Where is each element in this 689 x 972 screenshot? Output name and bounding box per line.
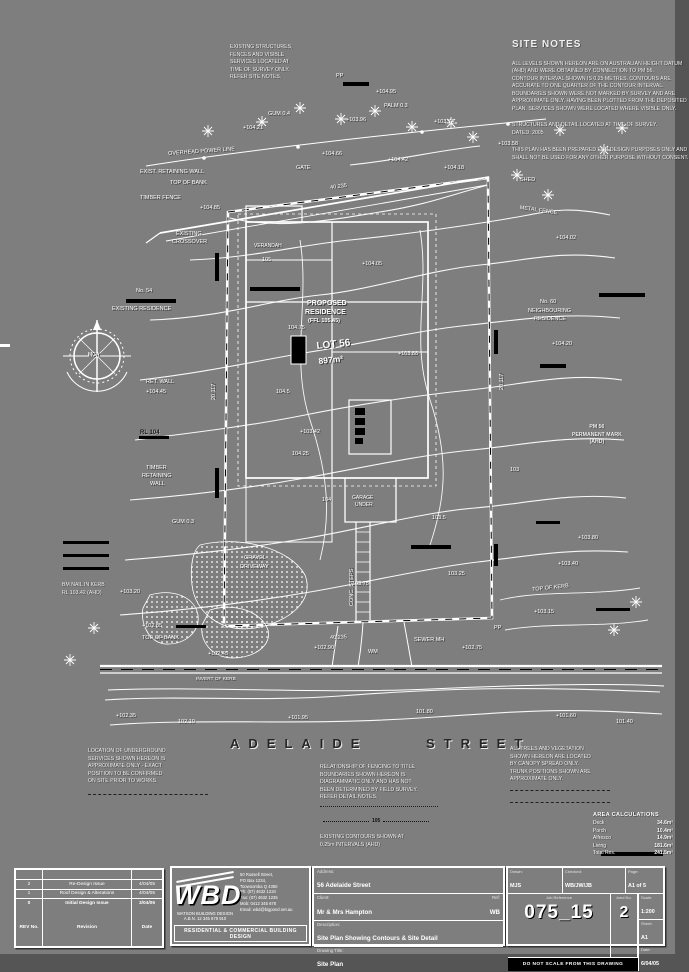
site-note-line: DATED: 2005 [512, 129, 544, 136]
site-note-line: SHALL NOT BE USED FOR ANY OTHER PURPOSE WITHOUT CONSENT. [512, 154, 689, 161]
sheet-field [639, 920, 663, 946]
lot-area-label: 897m² [318, 353, 344, 366]
center-note-line: RELATIONSHIP OF FENCING TO TITLE [320, 764, 415, 770]
street-name-adelaide: ADELAIDE [230, 736, 369, 751]
center-note-extra-line: 0.25m INTERVALS (AHD) [320, 841, 381, 848]
logo-text: WBD [174, 880, 242, 910]
description-label: Description: [317, 921, 341, 927]
plan-annotation: +104.18 [444, 165, 465, 171]
plan-annotation: +101.95 [288, 715, 309, 721]
plan-annotation: 102.10 [178, 719, 195, 725]
plan-annotation: +103.80 [578, 535, 599, 541]
plan-annotation: 20.117 [211, 383, 217, 400]
plan-annotation: PALM 0.3 [384, 103, 408, 109]
description-field [314, 921, 503, 947]
top-note-line: SERVICES LOCATED AT [230, 59, 290, 66]
revision-cell: 2 [16, 880, 43, 889]
center-note-line: REFER DETAIL NOTES. [320, 794, 378, 801]
plan-annotation: +104.66 [322, 151, 343, 157]
company-logo-block [170, 866, 311, 946]
job-reference-label: Job Reference [545, 895, 572, 900]
plan-annotation: DRIVEWAY [240, 564, 269, 570]
ref-label: Ref: [491, 895, 500, 901]
scale-value: 1:200 [641, 909, 655, 915]
plan-annotation: 103.25 [448, 571, 465, 577]
right-note-line: TRUNK POSITIONS SHOWN ARE [510, 768, 591, 775]
area-calc-value: 181.6m² [654, 842, 673, 849]
plan-annotation: 40.235 [329, 182, 348, 191]
revision-row [16, 870, 162, 880]
revision-cell: Re-Design Issue [69, 881, 105, 887]
left-note-legend-line [88, 794, 208, 795]
area-calc-value: 241.5m² [654, 850, 673, 856]
company-address-line: Mob: 0412 345 678 [240, 900, 277, 906]
site-notes [512, 38, 689, 162]
center-note-extra [320, 834, 450, 849]
pm-label-line: PERMANENT MARK [572, 431, 622, 438]
page-field [626, 868, 663, 893]
address-label: Address: [317, 869, 335, 874]
company-address-line: Fax: (07) 4632 1235 [240, 895, 278, 901]
site-notes-para2 [512, 122, 672, 137]
plan-annotation: SHED [520, 177, 536, 183]
plan-annotation: GUM 0.3 [172, 519, 195, 525]
plan-annotation: EXISTING [176, 231, 202, 237]
description-value: Site Plan Showing Contours & Site Detail [317, 934, 438, 942]
center-note [320, 764, 450, 802]
site-note-line: ACCURATE TO ONE QUARTER OF THE CONTOUR INTERVAL. [512, 83, 664, 90]
plan-annotation: EXIST. RETAINING WALL [140, 169, 205, 175]
plan-annotation: +104.45 [146, 389, 167, 395]
rev-header-no: REV No. [16, 908, 43, 946]
client-label: Client: [317, 895, 330, 901]
pm-label [572, 424, 622, 447]
page-value: A1 of 5 [628, 883, 646, 889]
right-note-legend-1 [510, 790, 610, 791]
drawing-info-block [312, 866, 505, 969]
top-note-line: REFER SITE NOTES. [230, 74, 282, 81]
revision-cell [43, 873, 131, 875]
plan-annotation: CROSSOVER [172, 239, 208, 245]
scale-field [639, 894, 663, 920]
rev-header-desc: Revision [77, 924, 97, 930]
revision-row [16, 890, 162, 900]
plan-annotation: NEIGHBOURING [528, 308, 572, 314]
plan-annotation: +103.74 [434, 119, 455, 125]
plan-annotation: +103.15 [534, 609, 555, 615]
center-note-line: BEEN DETERMINED BY FIELD SURVEY. [320, 786, 418, 793]
plan-annotation: 104.5 [276, 389, 290, 395]
plan-annotation: WALL [150, 481, 165, 487]
address-field [314, 868, 503, 894]
plan-annotation: +104.05 [362, 261, 383, 267]
plan-annotation: 104 [322, 497, 332, 503]
street-name-street: STREET [426, 736, 532, 751]
logo-bottom-bar: RESIDENTIAL & COMMERCIAL BUILDING DESIGN [174, 925, 307, 942]
plan-annotation: +103.96 [346, 117, 367, 123]
residence-label-2: RESIDENCE [305, 309, 346, 316]
top-note-line: TIME OF SURVEY ONLY. [230, 66, 290, 73]
plan-annotation: +101.60 [556, 713, 577, 719]
plan-annotation: +104.20 [552, 341, 573, 347]
sheet-value: A1 [641, 935, 648, 941]
area-calc-label: Living [593, 842, 607, 849]
plan-annotation: TOP OF KERB [531, 583, 570, 593]
ref-value: WB [489, 908, 500, 916]
plan-annotation: +102.75 [462, 645, 483, 651]
checked-value: WB/JW/JB [565, 883, 592, 889]
date-value: 6/04/05 [641, 961, 659, 967]
page-label: Page: [628, 869, 639, 874]
right-note-line: BY CANOPY SPREAD ONLY. [510, 761, 579, 768]
date-label: Date: [641, 947, 651, 952]
left-note-line: POSITION TO BE CONFIRMED [88, 770, 163, 777]
area-calc-value: 14.9m² [657, 835, 673, 841]
plan-annotation: UNDER [355, 502, 373, 508]
amendment-label: Amd No. [616, 895, 632, 900]
center-legend-line-2 [320, 818, 432, 824]
center-note-line: DIAGRAMMATIC ONLY AND HAS NOT [320, 779, 412, 786]
plan-annotation: RL 104 [140, 430, 160, 436]
plan-annotation: GATE [296, 165, 311, 171]
plan-annotation: No. 60 [540, 299, 557, 305]
plan-annotation: TIMBER [146, 465, 167, 471]
center-note-line: BOUNDARIES SHOWN HEREON IS [320, 771, 406, 778]
wbd-logo [174, 870, 242, 923]
site-note-line: APPROXIMATE ONLY, HAVING BEEN PLOTTED FROM THE DEPOSITED [512, 98, 687, 105]
company-address [236, 870, 307, 923]
top-note-line: FENCES AND VISIBLE [230, 51, 285, 58]
center-legend-line-1 [320, 806, 438, 807]
left-note-line: LOCATION OF UNDERGROUND [88, 748, 166, 754]
area-calc-label: Total Res. [593, 850, 616, 856]
legend-dash-right [383, 821, 429, 822]
plan-annotation: +104.21 [243, 125, 264, 131]
plan-annotation: +103.58 [498, 141, 519, 147]
plan-annotation: 103.75 [352, 581, 369, 587]
plan-annotation: 104.25 [292, 451, 309, 457]
plan-annotation: +104.95 [376, 89, 397, 95]
area-calculations [593, 812, 673, 858]
revision-row [16, 880, 162, 890]
company-address-line: Toowoomba Q 4350 [240, 883, 278, 889]
plan-annotation: SEWER MH [414, 637, 445, 643]
top-note [230, 44, 340, 82]
top-note-line: EXISTING STRUCTURES, [230, 44, 293, 50]
legend-contour-value: 105 [372, 818, 381, 824]
right-note-line: SHOWN HEREON ARE LOCATED [510, 753, 591, 760]
site-note-line: (AHD) AND WERE OBTAINED BY CONNECTION TO PM 56. [512, 68, 655, 75]
drawing-title-field [314, 947, 503, 972]
area-calc-label: Alfresco [593, 835, 612, 841]
site-note-line: STRUCTURES AND DETAIL LOCATED AT TIME OF SURVEY. [512, 122, 658, 129]
revision-table-header [16, 908, 162, 946]
company-address-line: Email: wbd@bigpond.net.au [240, 906, 293, 912]
right-note-line: APPROXIMATE ONLY. [510, 776, 564, 783]
benchmark-note-line: RL 103.42 (AHD) [62, 589, 102, 596]
plan-annotation: +102.45 [208, 651, 229, 657]
sheet-label: Sheet: [641, 921, 653, 926]
left-note-line: SERVICES SHOWN HEREON IS [88, 755, 166, 762]
right-note-legend-2 [510, 802, 610, 803]
date-field [639, 946, 663, 971]
lot-number-label: LOT 56 [316, 337, 351, 352]
checked-label: Checked: [565, 869, 582, 874]
residence-label-1: PROPOSED [307, 300, 347, 307]
plan-annotation: +102.85 [142, 623, 163, 629]
pm-label-line: PM 56 [589, 424, 605, 430]
client-value: Mr & Mrs Hampton [317, 908, 373, 916]
residence-label-3: (FFL 105.45) [308, 318, 340, 324]
area-calc-row [593, 850, 673, 858]
plan-annotation: +104.02 [556, 235, 577, 241]
scale-label: Scale: [641, 895, 653, 900]
plan-annotation: METAL FENCE [519, 205, 558, 217]
plan-annotation: 20.117 [499, 373, 505, 390]
area-calc-row [593, 835, 673, 843]
site-notes-title: SITE NOTES [512, 39, 582, 50]
plan-annotation: +103.42 [300, 429, 321, 435]
drawn-field [508, 868, 563, 893]
drawing-title-label: Drawing Title: [317, 947, 344, 953]
site-notes-para1 [512, 60, 687, 114]
logo-sub-line: A.B.N. 12 345 678 910 [183, 916, 227, 922]
plan-annotation: +103.20 [120, 589, 141, 595]
plan-annotation: GARAGE [352, 495, 374, 501]
site-note-line: CONTOUR INTERVAL SHOWN IS 0.25 METRES. CONTOURS ARE [512, 75, 671, 82]
plan-annotation: 103 [510, 467, 520, 473]
plan-annotation: TIMBER FENCE [140, 195, 181, 201]
left-note [88, 748, 213, 786]
address-value: 56 Adelaide Street [317, 882, 371, 890]
right-note [510, 746, 620, 784]
plan-annotation: 103.5 [432, 515, 446, 521]
plan-annotation: 101.40 [616, 719, 633, 725]
plan-annotation: +104.85 [200, 205, 221, 211]
plan-annotation: WM [368, 649, 378, 655]
area-calc-label: Deck [593, 820, 605, 826]
revision-cell: 1 [16, 890, 43, 899]
area-calc-title: AREA CALCULATIONS [593, 812, 660, 818]
company-address-line: PO Box 1234, [240, 877, 267, 883]
center-note-extra-line: EXISTING CONTOURS SHOWN AT [320, 834, 404, 840]
drawn-value: MJS [510, 883, 522, 889]
drawing-title-value: Site Plan [317, 961, 344, 969]
left-note-line: APPROXIMATE ONLY - EXACT [88, 763, 163, 770]
plan-annotation: 40.235 [329, 634, 347, 641]
checked-field [563, 868, 626, 893]
pm-label-line: (AHD) [589, 439, 605, 446]
logo-sub-lines [174, 911, 236, 922]
benchmark-note-line: BM NAIL IN KERB [62, 582, 105, 588]
job-reference-value: 075_15 [524, 902, 594, 923]
plan-annotation: CONC. STEPS [349, 568, 355, 606]
plan-annotation: GRAVEL [244, 555, 266, 561]
site-note-line: BOUNDARIES SHOWN WERE NOT MARKED BY SURVEY AND ARE [512, 90, 676, 97]
plan-annotation: No. 54 [136, 288, 153, 294]
company-address-line: Ph: (07) 4632 1234 [240, 889, 276, 895]
plan-annotation: +102.35 [116, 713, 137, 719]
benchmark-note [62, 582, 132, 597]
revision-cell [131, 870, 162, 879]
plan-annotation: GUM 0.4 [268, 111, 291, 117]
plan-annotation: VERANDAH [254, 243, 282, 249]
revision-cell [16, 870, 43, 879]
site-note-line: ALL LEVELS SHOWN HEREON ARE ON AUSTRALIAN HEIGHT DATUM [512, 60, 683, 67]
compass-label: MGA [88, 352, 100, 358]
area-calc-row [593, 820, 673, 828]
logo-sub-line: WATSON BUILDING DESIGN [176, 911, 234, 916]
client-field [314, 894, 503, 920]
no-scale-warning: DO NOT SCALE FROM THIS DRAWING [508, 957, 638, 971]
plan-annotation: 101.80 [416, 709, 433, 715]
amendment-value: 2 [619, 904, 629, 921]
plan-annotation: PP [494, 625, 502, 631]
revision-cell: Roof Design & Alterations [59, 891, 115, 897]
revision-cell: 3/04/05 [131, 899, 162, 908]
company-address-line: 50 Russell Street, [240, 872, 274, 877]
revision-cell: Initial Design Issue [65, 901, 109, 907]
revision-cell: 4/04/05 [131, 880, 162, 889]
rev-header-date: Date [131, 908, 162, 946]
revision-cell: 0 [16, 899, 43, 908]
site-note-line: THIS PLAN HAS BEEN PREPARED FOR DESIGN PURPOSES ONLY AND [512, 147, 688, 154]
plan-annotation: 104.75 [288, 325, 305, 331]
plan-annotation: EXISTING RESIDENCE [112, 306, 172, 312]
plan-annotation: INVERT OF KERB [196, 677, 236, 682]
revision-cell: 4/04/05 [131, 890, 162, 899]
amendment-field [611, 894, 638, 957]
area-calc-value: 10.4m² [657, 827, 673, 834]
area-calc-label: Porch [593, 827, 607, 834]
legend-dash-left [323, 821, 369, 822]
plan-annotation: +102.90 [314, 645, 335, 651]
plan-annotation: RESIDENCE [534, 316, 567, 322]
plan-annotation: +104.42 [388, 157, 409, 163]
drawn-label: Drawn: [510, 869, 523, 874]
plan-annotation: TOP OF BANK [170, 180, 207, 186]
site-note-line: PLAN. SERVICES SHOWN WERE LOCATED WHERE VISIBLE ONLY. [512, 105, 677, 112]
revision-row [16, 899, 162, 908]
site-notes-para3 [512, 147, 689, 162]
right-note-line: ALL TREES AND VEGETATION [510, 746, 584, 752]
plan-annotation: +103.40 [558, 561, 579, 567]
revision-table [14, 868, 164, 948]
plan-annotation: OVERHEAD POWER LINE [167, 146, 236, 157]
plan-annotation: +103.88 [398, 351, 419, 357]
job-reference-field [508, 894, 611, 957]
area-calc-row [593, 843, 673, 851]
job-reference-block [506, 866, 665, 967]
left-note-line: ON SITE PRIOR TO WORKS. [88, 778, 158, 785]
plan-annotation: RET. WALL [146, 379, 175, 385]
plan-annotation: RETAINING [142, 473, 172, 479]
plan-annotation: 105 [262, 257, 272, 263]
plan-annotation: TOE OF BANK [142, 635, 179, 641]
plan-annotation: PP [336, 73, 344, 79]
area-calc-row [593, 828, 673, 836]
area-calc-value: 34.6m² [657, 820, 673, 826]
